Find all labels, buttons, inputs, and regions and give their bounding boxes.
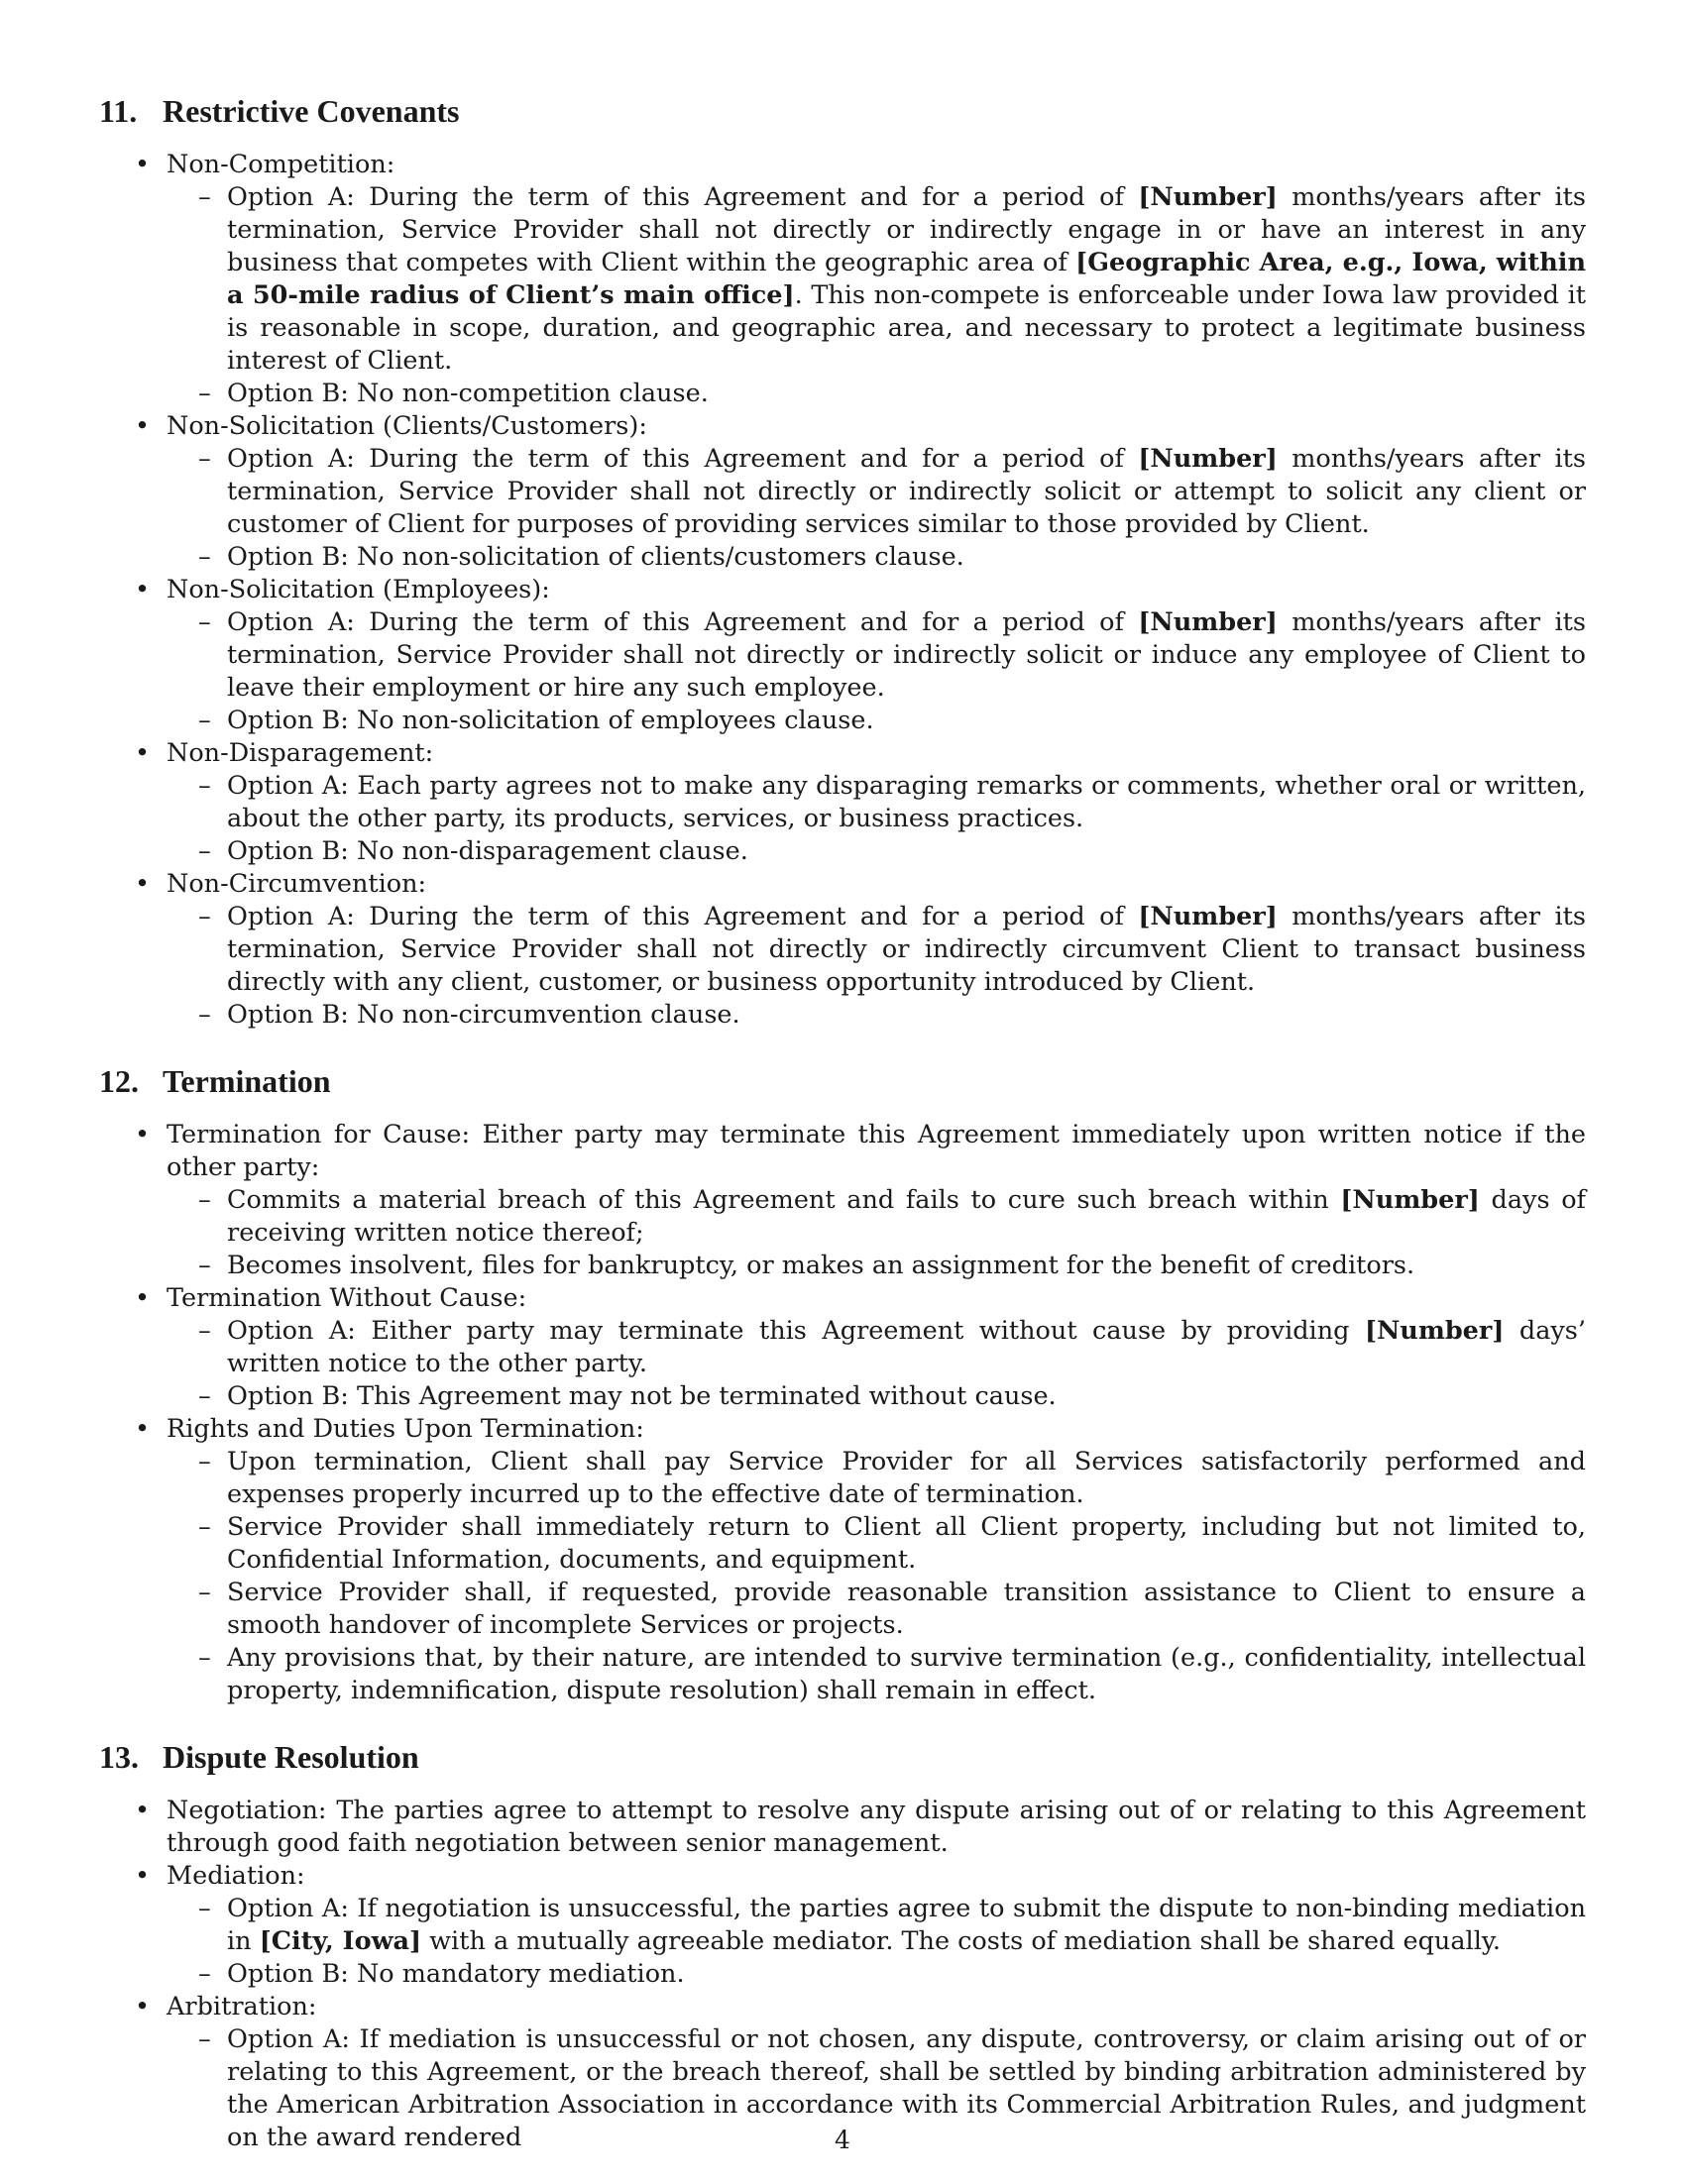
sub-list-item	[167, 443, 1586, 541]
section-heading	[99, 1061, 1586, 1101]
sub-list-item	[167, 705, 1586, 737]
sub-list-item	[167, 770, 1586, 835]
section-number: 11.	[99, 93, 138, 129]
page-number: 4	[835, 2126, 850, 2154]
sub-list-item	[167, 1642, 1586, 1707]
clause-text: Option A: During the term of this Agreement and for a period of	[227, 607, 1139, 637]
clause-text: months/years after its termination, Service Provider shall not directly or indirectly solicit or induce any employee of Client to leave their employment or hire any such employee.	[227, 607, 1586, 703]
section-heading	[99, 91, 1586, 131]
sub-list-item	[167, 1380, 1586, 1413]
sub-list-item	[167, 1893, 1586, 1958]
clause-text: months/years after its termination, Service Provider shall not directly or indirectly engage in or have an interest in any business that competes with Client within the geographic area of	[227, 182, 1586, 277]
clause-text: . This non-compete is enforceable under Iowa law provided it is reasonable in scope, duration, and geographic area, and necessary to protect a legitimate business interest of Client.	[227, 280, 1587, 376]
section-title: Dispute Resolution	[163, 1739, 419, 1775]
list-item-label: Non-Circumvention:	[167, 869, 427, 899]
sub-list	[167, 1446, 1586, 1707]
section-number: 12.	[99, 1063, 139, 1099]
clause-text: Any provisions that, by their nature, are intended to survive termination (e.g., confidentiality, intellectual property, indemnification, dispute resolution) shall remain in effect.	[227, 1643, 1586, 1705]
list-item-label: Non-Solicitation (Employees):	[167, 575, 550, 604]
sub-list	[167, 606, 1586, 737]
list-item-label: Mediation:	[167, 1861, 305, 1891]
list-item	[99, 410, 1586, 574]
clause-text: Option B: No non-competition clause.	[227, 379, 709, 408]
placeholder-text: [Number]	[1364, 1316, 1505, 1346]
placeholder-text: [Number]	[1138, 182, 1278, 212]
sub-list-item	[167, 541, 1586, 574]
list-item	[99, 1795, 1586, 1860]
placeholder-text: [Number]	[1138, 444, 1278, 474]
sub-list-item	[167, 1315, 1586, 1380]
section-heading	[99, 1737, 1586, 1777]
document-page	[99, 91, 1586, 2184]
clause-text: Commits a material breach of this Agreement and fails to cure such breach within	[227, 1185, 1341, 1215]
sub-list-item	[167, 181, 1586, 378]
clause-text: Option A: Either party may terminate this Agreement without cause by providing	[227, 1316, 1365, 1346]
section-title: Restrictive Covenants	[163, 93, 460, 129]
sub-list	[167, 1893, 1586, 1991]
sub-list-item	[167, 1958, 1586, 1991]
clause-text: Option A: Each party agrees not to make any disparaging remarks or comments, whether oral or written, about the other party, its products, services, or business practices.	[227, 771, 1586, 833]
clause-text: months/years after its termination, Service Provider shall not directly or indirectly solicit or attempt to solicit any client or customer of Client for purposes of providing services similar to those provided by Client.	[227, 444, 1586, 539]
bullet-list	[99, 1795, 1586, 2154]
list-item-label: Non-Solicitation (Clients/Customers):	[167, 411, 647, 441]
clause-text: Upon termination, Client shall pay Service Provider for all Services satisfactorily performed and expenses properly incurred up to the effective date of termination.	[227, 1447, 1586, 1509]
sub-list	[167, 901, 1586, 1032]
sub-list-item	[167, 606, 1586, 705]
placeholder-text: [Number]	[1138, 607, 1278, 637]
placeholder-text: [City, Iowa]	[259, 1926, 422, 1956]
clause-text: Option B: No non-disparagement clause.	[227, 836, 748, 866]
list-item-label: Negotiation: The parties agree to attempt to resolve any dispute arising out of or relating to this Agreement through good faith negotiation between senior management.	[167, 1796, 1586, 1858]
list-item	[99, 574, 1586, 737]
list-item-label: Arbitration:	[167, 1992, 317, 2021]
sub-list-item	[167, 378, 1586, 410]
sub-list-item	[167, 835, 1586, 868]
section-title: Termination	[163, 1063, 331, 1099]
list-item-label: Termination for Cause: Either party may terminate this Agreement immediately upon written notice if the other party:	[167, 1120, 1586, 1182]
list-item	[99, 1282, 1586, 1413]
list-item-label: Non-Competition:	[167, 150, 395, 179]
clause-text: Option B: No non-solicitation of clients/customers clause.	[227, 542, 964, 572]
clause-text: Option A: If negotiation is unsuccessful, the parties agree to submit the dispute to non-binding mediation in	[227, 1894, 1586, 1956]
list-item-label: Rights and Duties Upon Termination:	[167, 1414, 644, 1444]
list-item	[99, 1119, 1586, 1282]
list-item-label: Termination Without Cause:	[167, 1283, 527, 1313]
clause-text: Option B: No non-circumvention clause.	[227, 1000, 740, 1030]
section-number: 13.	[99, 1739, 139, 1775]
sub-list-item	[167, 1446, 1586, 1511]
sub-list-item	[167, 1511, 1586, 1577]
list-item	[99, 1860, 1586, 1991]
sub-list-item	[167, 1250, 1586, 1282]
section-3	[99, 1737, 1586, 2154]
clause-text: days’ written notice to the other party.	[227, 1316, 1586, 1378]
clause-text: Option B: No non-solicitation of employees clause.	[227, 706, 874, 735]
bullet-list	[99, 1119, 1586, 1707]
sub-list	[167, 770, 1586, 868]
sub-list	[167, 443, 1586, 574]
clause-text: Option B: No mandatory mediation.	[227, 1959, 685, 1989]
sub-list	[167, 1184, 1586, 1282]
sub-list	[167, 1315, 1586, 1413]
list-item	[99, 1413, 1586, 1707]
clause-text: Service Provider shall immediately return to Client all Client property, including but not limited to, Confidential Information, documents, and equipment.	[227, 1512, 1586, 1575]
clause-text: with a mutually agreeable mediator. The costs of mediation shall be shared equally.	[421, 1926, 1501, 1956]
list-item	[99, 868, 1586, 1032]
section-2	[99, 1061, 1586, 1707]
clause-text: months/years after its termination, Service Provider shall not directly or indirectly circumvent Client to transact business directly with any client, customer, or business opportunity introduced by Client.	[227, 902, 1586, 997]
sub-list-item	[167, 1184, 1586, 1250]
section-1	[99, 91, 1586, 1032]
sub-list-item	[167, 1577, 1586, 1642]
clause-text: Option A: During the term of this Agreement and for a period of	[227, 444, 1139, 474]
list-item	[99, 737, 1586, 868]
placeholder-text: [Geographic Area, e.g., Iowa, within a 50-mile radius of Client’s main office]	[227, 248, 1586, 310]
clause-text: Option B: This Agreement may not be terminated without cause.	[227, 1381, 1057, 1411]
list-item	[99, 149, 1586, 410]
sub-list	[167, 181, 1586, 410]
clause-text: days of receiving written notice thereof;	[227, 1185, 1586, 1248]
clause-text: Service Provider shall, if requested, provide reasonable transition assistance to Client to ensure a smooth handover of incomplete Services or projects.	[227, 1578, 1586, 1640]
sub-list-item	[167, 901, 1586, 999]
bullet-list	[99, 149, 1586, 1032]
placeholder-text: [Number]	[1138, 902, 1278, 931]
clause-text: Becomes insolvent, files for bankruptcy, or makes an assignment for the benefit of creditors.	[227, 1251, 1415, 1280]
sub-list-item	[167, 999, 1586, 1032]
list-item-label: Non-Disparagement:	[167, 738, 434, 768]
clause-text: Option A: During the term of this Agreement and for a period of	[227, 182, 1139, 212]
placeholder-text: [Number]	[1340, 1185, 1480, 1215]
clause-text: Option A: During the term of this Agreement and for a period of	[227, 902, 1139, 931]
clause-text: Option A: If mediation is unsuccessful or not chosen, any dispute, controversy, or claim arising out of or relating to this Agreement, or the breach thereof, shall be settled by binding arbitration administered by the American Arbitration Association in accordance with its Commercial Arbitration Rules, and judgment on the award rendered	[227, 2024, 1586, 2152]
